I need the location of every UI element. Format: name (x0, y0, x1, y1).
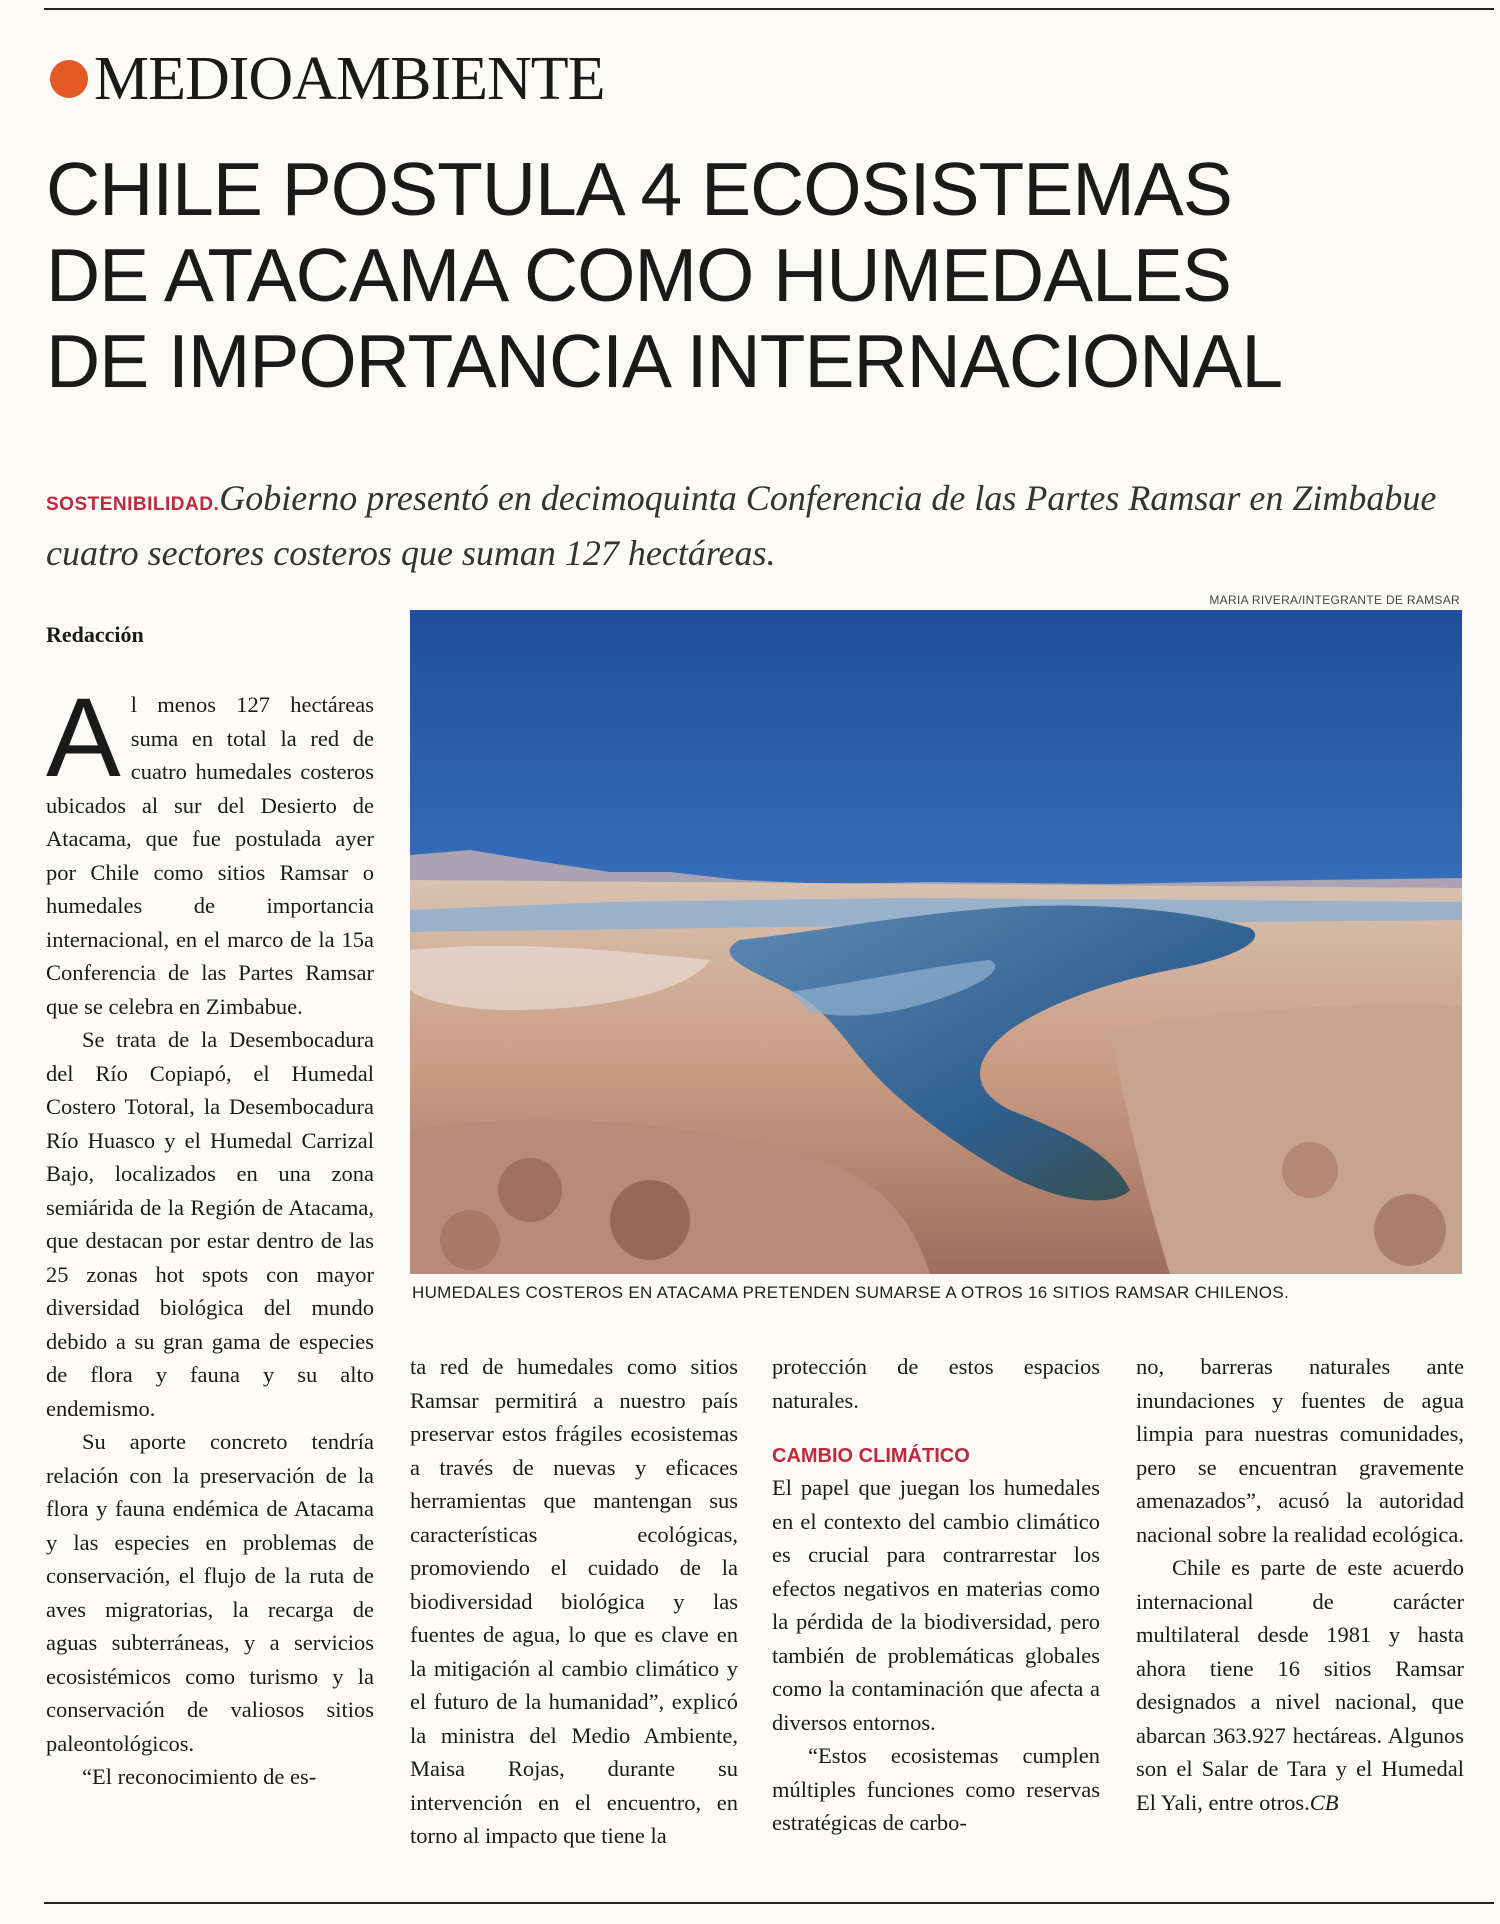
deck-text: Gobierno presentó en decimoquinta Conferencia de las Partes Ramsar en Zimbabue cuatro sectores costeros que suman 127 hectáreas. (46, 478, 1437, 573)
paragraph-2: Se trata de la Desembocadura del Río Copiapó, el Humedal Costero Totoral, la Desembocadura Río Huasco y el Humedal Carrizal Bajo, localizados en una zona semiárida de la Región de Atacama, que destacan por estar dentro de las 25 zonas hot spots con mayor diversidad biológica del mundo debido a su gran gama de especies de flora y fauna y su alto endemismo. (46, 1027, 374, 1421)
dropcap: A (46, 675, 121, 800)
bottom-rule (44, 1902, 1494, 1904)
headline-line-2: DE ATACAMA COMO HUMEDALES (46, 233, 1231, 317)
paragraph-4-continued: ta red de humedales como sitios Ramsar permitirá a nuestro país preservar estos frágiles ecosistemas a través de nuevas y eficaces herramientas que mantengan sus características ecológicas, promoviendo el cuidado de la biodiversidad biológica y las fuentes de agua, lo que es clave en la mitigación al cambio climático y el futuro de la humanidad”, explicó la ministra del Medio Ambiente, Maisa Rojas, durante su intervención en el encuentro, en torno al impacto que tiene la (410, 1354, 738, 1848)
end-mark-icon: CB (1309, 1789, 1339, 1815)
wetland-photo (410, 610, 1462, 1274)
paragraph-4-start: “El reconocimiento de es- (82, 1764, 317, 1789)
paragraph-1 (46, 675, 374, 1023)
photo-credit: MARIA RIVERA/INTEGRANTE DE RAMSAR (1209, 593, 1460, 607)
article-column-2 (410, 1350, 738, 1853)
deck (46, 474, 1466, 578)
byline: Redacción (46, 622, 144, 647)
photo-caption: HUMEDALES COSTEROS EN ATACAMA PRETENDEN SUMARSE A OTROS 16 SITIOS RAMSAR CHILENOS. (412, 1283, 1289, 1302)
headline-line-3: DE IMPORTANCIA INTERNACIONAL (46, 319, 1283, 403)
paragraph-5: El papel que juegan los humedales en el contexto del cambio climático es crucial para contrarrestar los efectos negativos en materias como la pérdida de la biodiversidad, pero también de problemáticas globales como la contaminación que afecta a diversos entornos. (772, 1475, 1100, 1735)
paragraph-6-end: no, barreras naturales ante inundaciones y fuentes de agua limpia para nuestras comunidades, pero se encuentran gravemente amenazados”, acusó la autoridad nacional sobre la realidad ecológica. (1136, 1354, 1464, 1547)
deck-kicker: SOSTENIBILIDAD. (46, 494, 220, 515)
headline-line-1: CHILE POSTULA 4 ECOSISTEMAS (46, 147, 1232, 231)
headline (46, 146, 1486, 404)
section-header (50, 44, 605, 114)
section-label: MEDIOAMBIENTE (94, 45, 605, 113)
paragraph-1-text: l menos 127 hectáreas suma en total la red de cuatro humedales costeros ubicados al sur del Desierto de Atacama, que fue postulada ayer por Chile como sitios Ramsar o humedales de importancia internacional, en el marco de la 15a Conferencia de las Partes Ramsar que se celebra en Zimbabue. (46, 692, 374, 1019)
paragraph-6-start: “Estos ecosistemas cumplen múltiples funciones como reservas estratégicas de carbo- (772, 1743, 1100, 1835)
section-dot-icon (50, 60, 88, 98)
paragraph-7-text: Chile es parte de este acuerdo internacional de carácter multilateral desde 1981 y hasta ahora tiene 16 sitios Ramsar designados a nivel nacional, que abarcan 363.927 hectáreas. Algunos son el Salar de Tara y el Humedal El Yali, entre otros. (1136, 1555, 1464, 1815)
article-column-4 (1136, 1350, 1464, 1819)
top-rule (44, 8, 1494, 10)
article-column-1 (46, 675, 374, 1794)
paragraph-4-end: protección de estos espacios naturales. (772, 1354, 1100, 1413)
paragraph-7 (1136, 1551, 1464, 1819)
article-column-3 (772, 1350, 1100, 1840)
paragraph-3: Su aporte concreto tendría relación con la preservación de la flora y fauna endémica de Atacama y las especies en problemas de conservación, el flujo de la ruta de aves migratorias, la recarga de aguas subterráneas, y a servicios ecosistémicos como turismo y la conservación de valiosos sitios paleontológicos. (46, 1429, 374, 1756)
subhead-cambio-climatico: CAMBIO CLIMÁTICO (772, 1445, 970, 1467)
